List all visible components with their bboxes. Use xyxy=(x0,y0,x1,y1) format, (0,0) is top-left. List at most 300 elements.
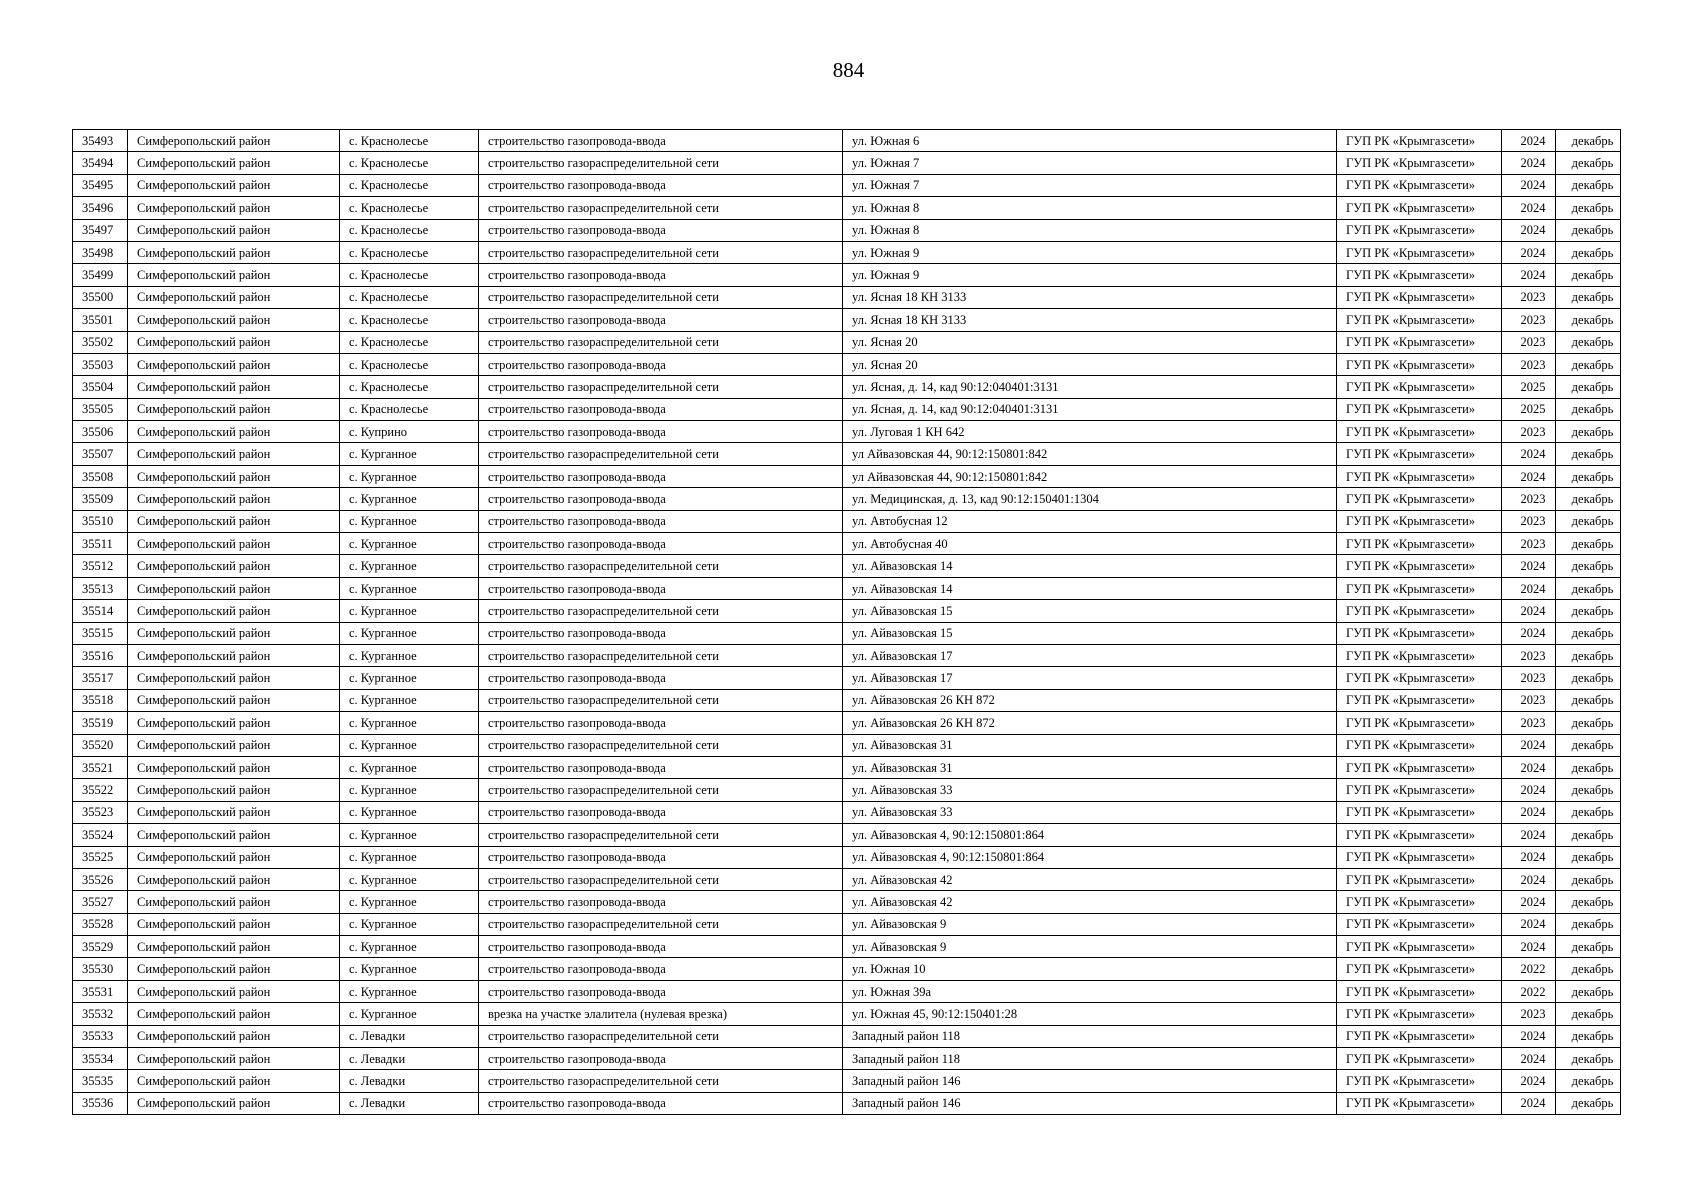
year-cell: 2024 xyxy=(1502,801,1556,823)
work-type-cell: строительство газопровода-ввода xyxy=(479,936,843,958)
work-type-cell: строительство газораспределительной сети xyxy=(479,824,843,846)
work-type-cell: врезка на участке элалитела (нулевая врезка) xyxy=(479,1003,843,1025)
record-number-cell: 35496 xyxy=(73,197,128,219)
address-cell: ул. Айвазовская 42 xyxy=(843,891,1337,913)
page-number: 884 xyxy=(832,58,865,82)
month-cell: декабрь xyxy=(1556,622,1621,644)
address-cell: ул. Айвазовская 9 xyxy=(843,913,1337,935)
table-row xyxy=(73,130,1621,152)
month-cell: декабрь xyxy=(1556,958,1621,980)
year-cell: 2024 xyxy=(1502,846,1556,868)
district-cell: Симферопольский район xyxy=(128,891,340,913)
year-cell: 2024 xyxy=(1502,891,1556,913)
organization-cell: ГУП РК «Крымгазсети» xyxy=(1337,398,1502,420)
record-number-cell: 35503 xyxy=(73,353,128,375)
table-row xyxy=(73,779,1621,801)
record-number-cell: 35515 xyxy=(73,622,128,644)
work-type-cell: строительство газопровода-ввода xyxy=(479,465,843,487)
work-type-cell: строительство газопровода-ввода xyxy=(479,264,843,286)
year-cell: 2024 xyxy=(1502,443,1556,465)
address-cell: ул. Ясная 20 xyxy=(843,331,1337,353)
year-cell: 2023 xyxy=(1502,488,1556,510)
month-cell: декабрь xyxy=(1556,421,1621,443)
organization-cell: ГУП РК «Крымгазсети» xyxy=(1337,980,1502,1002)
settlement-cell: с. Краснолесье xyxy=(340,197,479,219)
table-row xyxy=(73,443,1621,465)
month-cell: декабрь xyxy=(1556,712,1621,734)
work-type-cell: строительство газопровода-ввода xyxy=(479,309,843,331)
record-number-cell: 35521 xyxy=(73,756,128,778)
year-cell: 2024 xyxy=(1502,130,1556,152)
record-number-cell: 35519 xyxy=(73,712,128,734)
record-number-cell: 35522 xyxy=(73,779,128,801)
record-number-cell: 35494 xyxy=(73,152,128,174)
year-cell: 2023 xyxy=(1502,331,1556,353)
organization-cell: ГУП РК «Крымгазсети» xyxy=(1337,1070,1502,1092)
address-cell: ул. Южная 7 xyxy=(843,174,1337,196)
year-cell: 2023 xyxy=(1502,421,1556,443)
record-number-cell: 35530 xyxy=(73,958,128,980)
year-cell: 2024 xyxy=(1502,868,1556,890)
settlement-cell: с. Краснолесье xyxy=(340,130,479,152)
table-row xyxy=(73,689,1621,711)
district-cell: Симферопольский район xyxy=(128,1092,340,1114)
organization-cell: ГУП РК «Крымгазсети» xyxy=(1337,533,1502,555)
record-number-cell: 35525 xyxy=(73,846,128,868)
work-type-cell: строительство газопровода-ввода xyxy=(479,174,843,196)
month-cell: декабрь xyxy=(1556,980,1621,1002)
address-cell: ул. Айвазовская 33 xyxy=(843,801,1337,823)
record-number-cell: 35495 xyxy=(73,174,128,196)
record-number-cell: 35526 xyxy=(73,868,128,890)
table-row xyxy=(73,465,1621,487)
month-cell: декабрь xyxy=(1556,868,1621,890)
settlement-cell: с. Краснолесье xyxy=(340,331,479,353)
organization-cell: ГУП РК «Крымгазсети» xyxy=(1337,779,1502,801)
table-row xyxy=(73,331,1621,353)
organization-cell: ГУП РК «Крымгазсети» xyxy=(1337,689,1502,711)
address-cell: ул. Медицинская, д. 13, кад 90:12:150401:1304 xyxy=(843,488,1337,510)
address-cell: ул Айвазовская 44, 90:12:150801:842 xyxy=(843,465,1337,487)
district-cell: Симферопольский район xyxy=(128,936,340,958)
month-cell: декабрь xyxy=(1556,1092,1621,1114)
year-cell: 2023 xyxy=(1502,689,1556,711)
address-cell: ул. Ясная, д. 14, кад 90:12:040401:3131 xyxy=(843,398,1337,420)
district-cell: Симферопольский район xyxy=(128,353,340,375)
record-number-cell: 35505 xyxy=(73,398,128,420)
table-row xyxy=(73,644,1621,666)
work-type-cell: строительство газопровода-ввода xyxy=(479,622,843,644)
organization-cell: ГУП РК «Крымгазсети» xyxy=(1337,891,1502,913)
record-number-cell: 35528 xyxy=(73,913,128,935)
organization-cell: ГУП РК «Крымгазсети» xyxy=(1337,936,1502,958)
month-cell: декабрь xyxy=(1556,510,1621,532)
organization-cell: ГУП РК «Крымгазсети» xyxy=(1337,577,1502,599)
record-number-cell: 35533 xyxy=(73,1025,128,1047)
settlement-cell: с. Курганное xyxy=(340,958,479,980)
address-cell: ул. Ясная 20 xyxy=(843,353,1337,375)
organization-cell: ГУП РК «Крымгазсети» xyxy=(1337,488,1502,510)
address-cell: ул. Айвазовская 33 xyxy=(843,779,1337,801)
year-cell: 2024 xyxy=(1502,577,1556,599)
organization-cell: ГУП РК «Крымгазсети» xyxy=(1337,174,1502,196)
settlement-cell: с. Курганное xyxy=(340,980,479,1002)
organization-cell: ГУП РК «Крымгазсети» xyxy=(1337,667,1502,689)
table-row xyxy=(73,801,1621,823)
district-cell: Симферопольский район xyxy=(128,488,340,510)
district-cell: Симферопольский район xyxy=(128,622,340,644)
table-row xyxy=(73,174,1621,196)
work-type-cell: строительство газораспределительной сети xyxy=(479,286,843,308)
table-row xyxy=(73,376,1621,398)
record-number-cell: 35508 xyxy=(73,465,128,487)
district-cell: Симферопольский район xyxy=(128,577,340,599)
table-row xyxy=(73,846,1621,868)
record-number-cell: 35536 xyxy=(73,1092,128,1114)
address-cell: ул Айвазовская 44, 90:12:150801:842 xyxy=(843,443,1337,465)
record-number-cell: 35516 xyxy=(73,644,128,666)
district-cell: Симферопольский район xyxy=(128,376,340,398)
address-cell: ул. Айвазовская 15 xyxy=(843,622,1337,644)
work-type-cell: строительство газораспределительной сети xyxy=(479,689,843,711)
address-cell: ул. Айвазовская 15 xyxy=(843,600,1337,622)
settlement-cell: с. Курганное xyxy=(340,488,479,510)
month-cell: декабрь xyxy=(1556,667,1621,689)
settlement-cell: с. Курганное xyxy=(340,622,479,644)
organization-cell: ГУП РК «Крымгазсети» xyxy=(1337,1003,1502,1025)
work-type-cell: строительство газопровода-ввода xyxy=(479,846,843,868)
year-cell: 2024 xyxy=(1502,600,1556,622)
district-cell: Симферопольский район xyxy=(128,913,340,935)
organization-cell: ГУП РК «Крымгазсети» xyxy=(1337,241,1502,263)
record-number-cell: 35535 xyxy=(73,1070,128,1092)
table-row xyxy=(73,398,1621,420)
work-type-cell: строительство газораспределительной сети xyxy=(479,600,843,622)
record-number-cell: 35504 xyxy=(73,376,128,398)
year-cell: 2024 xyxy=(1502,1025,1556,1047)
table-row xyxy=(73,152,1621,174)
settlement-cell: с. Курганное xyxy=(340,689,479,711)
month-cell: декабрь xyxy=(1556,219,1621,241)
record-number-cell: 35501 xyxy=(73,309,128,331)
organization-cell: ГУП РК «Крымгазсети» xyxy=(1337,712,1502,734)
address-cell: ул. Ясная 18 КН 3133 xyxy=(843,286,1337,308)
district-cell: Симферопольский район xyxy=(128,712,340,734)
district-cell: Симферопольский район xyxy=(128,846,340,868)
month-cell: декабрь xyxy=(1556,376,1621,398)
year-cell: 2024 xyxy=(1502,219,1556,241)
table-row xyxy=(73,421,1621,443)
year-cell: 2024 xyxy=(1502,197,1556,219)
year-cell: 2024 xyxy=(1502,734,1556,756)
work-type-cell: строительство газораспределительной сети xyxy=(479,913,843,935)
settlement-cell: с. Курганное xyxy=(340,600,479,622)
organization-cell: ГУП РК «Крымгазсети» xyxy=(1337,1048,1502,1070)
record-number-cell: 35502 xyxy=(73,331,128,353)
settlement-cell: с. Курганное xyxy=(340,712,479,734)
table-row xyxy=(73,197,1621,219)
organization-cell: ГУП РК «Крымгазсети» xyxy=(1337,958,1502,980)
address-cell: ул. Южная 10 xyxy=(843,958,1337,980)
year-cell: 2023 xyxy=(1502,286,1556,308)
record-number-cell: 35499 xyxy=(73,264,128,286)
month-cell: декабрь xyxy=(1556,779,1621,801)
district-cell: Симферопольский район xyxy=(128,734,340,756)
record-number-cell: 35527 xyxy=(73,891,128,913)
settlement-cell: с. Краснолесье xyxy=(340,286,479,308)
district-cell: Симферопольский район xyxy=(128,219,340,241)
organization-cell: ГУП РК «Крымгазсети» xyxy=(1337,756,1502,778)
year-cell: 2024 xyxy=(1502,756,1556,778)
address-cell: ул. Автобусная 40 xyxy=(843,533,1337,555)
settlement-cell: с. Краснолесье xyxy=(340,309,479,331)
organization-cell: ГУП РК «Крымгазсети» xyxy=(1337,600,1502,622)
settlement-cell: с. Курганное xyxy=(340,779,479,801)
year-cell: 2024 xyxy=(1502,913,1556,935)
record-number-cell: 35511 xyxy=(73,533,128,555)
month-cell: декабрь xyxy=(1556,152,1621,174)
address-cell: ул. Ясная, д. 14, кад 90:12:040401:3131 xyxy=(843,376,1337,398)
year-cell: 2023 xyxy=(1502,1003,1556,1025)
registry-body xyxy=(73,130,1621,1115)
year-cell: 2024 xyxy=(1502,264,1556,286)
month-cell: декабрь xyxy=(1556,644,1621,666)
work-type-cell: строительство газопровода-ввода xyxy=(479,421,843,443)
record-number-cell: 35518 xyxy=(73,689,128,711)
year-cell: 2024 xyxy=(1502,1070,1556,1092)
district-cell: Симферопольский район xyxy=(128,533,340,555)
table-row xyxy=(73,936,1621,958)
record-number-cell: 35497 xyxy=(73,219,128,241)
address-cell: ул. Айвазовская 9 xyxy=(843,936,1337,958)
district-cell: Симферопольский район xyxy=(128,443,340,465)
work-type-cell: строительство газопровода-ввода xyxy=(479,980,843,1002)
district-cell: Симферопольский район xyxy=(128,398,340,420)
year-cell: 2023 xyxy=(1502,353,1556,375)
district-cell: Симферопольский район xyxy=(128,465,340,487)
organization-cell: ГУП РК «Крымгазсети» xyxy=(1337,197,1502,219)
organization-cell: ГУП РК «Крымгазсети» xyxy=(1337,824,1502,846)
table-row xyxy=(73,756,1621,778)
year-cell: 2025 xyxy=(1502,398,1556,420)
address-cell: ул. Айвазовская 31 xyxy=(843,756,1337,778)
work-type-cell: строительство газораспределительной сети xyxy=(479,734,843,756)
address-cell: ул. Ясная 18 КН 3133 xyxy=(843,309,1337,331)
month-cell: декабрь xyxy=(1556,936,1621,958)
year-cell: 2024 xyxy=(1502,936,1556,958)
month-cell: декабрь xyxy=(1556,1025,1621,1047)
district-cell: Симферопольский район xyxy=(128,152,340,174)
month-cell: декабрь xyxy=(1556,891,1621,913)
address-cell: ул. Автобусная 12 xyxy=(843,510,1337,532)
organization-cell: ГУП РК «Крымгазсети» xyxy=(1337,1092,1502,1114)
month-cell: декабрь xyxy=(1556,756,1621,778)
organization-cell: ГУП РК «Крымгазсети» xyxy=(1337,443,1502,465)
record-number-cell: 35507 xyxy=(73,443,128,465)
settlement-cell: с. Курганное xyxy=(340,667,479,689)
organization-cell: ГУП РК «Крымгазсети» xyxy=(1337,1025,1502,1047)
record-number-cell: 35493 xyxy=(73,130,128,152)
address-cell: ул. Айвазовская 26 КН 872 xyxy=(843,689,1337,711)
work-type-cell: строительство газопровода-ввода xyxy=(479,510,843,532)
organization-cell: ГУП РК «Крымгазсети» xyxy=(1337,331,1502,353)
table-row xyxy=(73,980,1621,1002)
organization-cell: ГУП РК «Крымгазсети» xyxy=(1337,846,1502,868)
month-cell: декабрь xyxy=(1556,264,1621,286)
work-type-cell: строительство газопровода-ввода xyxy=(479,398,843,420)
district-cell: Симферопольский район xyxy=(128,980,340,1002)
settlement-cell: с. Краснолесье xyxy=(340,376,479,398)
table-row xyxy=(73,734,1621,756)
organization-cell: ГУП РК «Крымгазсети» xyxy=(1337,353,1502,375)
table-row xyxy=(73,868,1621,890)
year-cell: 2024 xyxy=(1502,1092,1556,1114)
work-type-cell: строительство газопровода-ввода xyxy=(479,756,843,778)
year-cell: 2023 xyxy=(1502,644,1556,666)
month-cell: декабрь xyxy=(1556,801,1621,823)
registry-table xyxy=(72,129,1621,1115)
table-row xyxy=(73,1048,1621,1070)
table-row xyxy=(73,264,1621,286)
settlement-cell: с. Курганное xyxy=(340,533,479,555)
settlement-cell: с. Левадки xyxy=(340,1070,479,1092)
work-type-cell: строительство газораспределительной сети xyxy=(479,152,843,174)
month-cell: декабрь xyxy=(1556,488,1621,510)
table-row xyxy=(73,577,1621,599)
organization-cell: ГУП РК «Крымгазсети» xyxy=(1337,868,1502,890)
month-cell: декабрь xyxy=(1556,465,1621,487)
address-cell: ул. Южная 8 xyxy=(843,197,1337,219)
organization-cell: ГУП РК «Крымгазсети» xyxy=(1337,622,1502,644)
year-cell: 2022 xyxy=(1502,958,1556,980)
work-type-cell: строительство газопровода-ввода xyxy=(479,958,843,980)
month-cell: декабрь xyxy=(1556,197,1621,219)
month-cell: декабрь xyxy=(1556,533,1621,555)
address-cell: ул. Айвазовская 26 КН 872 xyxy=(843,712,1337,734)
district-cell: Симферопольский район xyxy=(128,667,340,689)
work-type-cell: строительство газораспределительной сети xyxy=(479,555,843,577)
district-cell: Симферопольский район xyxy=(128,1070,340,1092)
district-cell: Симферопольский район xyxy=(128,1048,340,1070)
district-cell: Симферопольский район xyxy=(128,756,340,778)
organization-cell: ГУП РК «Крымгазсети» xyxy=(1337,130,1502,152)
district-cell: Симферопольский район xyxy=(128,1003,340,1025)
organization-cell: ГУП РК «Крымгазсети» xyxy=(1337,465,1502,487)
work-type-cell: строительство газопровода-ввода xyxy=(479,353,843,375)
organization-cell: ГУП РК «Крымгазсети» xyxy=(1337,801,1502,823)
month-cell: декабрь xyxy=(1556,824,1621,846)
table-row xyxy=(73,241,1621,263)
work-type-cell: строительство газораспределительной сети xyxy=(479,197,843,219)
address-cell: ул. Луговая 1 КН 642 xyxy=(843,421,1337,443)
district-cell: Симферопольский район xyxy=(128,331,340,353)
year-cell: 2024 xyxy=(1502,1048,1556,1070)
address-cell: ул. Айвазовская 42 xyxy=(843,868,1337,890)
month-cell: декабрь xyxy=(1556,846,1621,868)
work-type-cell: строительство газопровода-ввода xyxy=(479,712,843,734)
address-cell: Западный район 146 xyxy=(843,1070,1337,1092)
district-cell: Симферопольский район xyxy=(128,197,340,219)
work-type-cell: строительство газораспределительной сети xyxy=(479,443,843,465)
month-cell: декабрь xyxy=(1556,1048,1621,1070)
organization-cell: ГУП РК «Крымгазсети» xyxy=(1337,421,1502,443)
month-cell: декабрь xyxy=(1556,398,1621,420)
district-cell: Симферопольский район xyxy=(128,174,340,196)
work-type-cell: строительство газопровода-ввода xyxy=(479,891,843,913)
month-cell: декабрь xyxy=(1556,600,1621,622)
settlement-cell: с. Курганное xyxy=(340,644,479,666)
organization-cell: ГУП РК «Крымгазсети» xyxy=(1337,555,1502,577)
organization-cell: ГУП РК «Крымгазсети» xyxy=(1337,510,1502,532)
table-row xyxy=(73,510,1621,532)
month-cell: декабрь xyxy=(1556,331,1621,353)
settlement-cell: с. Куприно xyxy=(340,421,479,443)
organization-cell: ГУП РК «Крымгазсети» xyxy=(1337,644,1502,666)
district-cell: Симферопольский район xyxy=(128,600,340,622)
address-cell: ул. Айвазовская 17 xyxy=(843,667,1337,689)
record-number-cell: 35512 xyxy=(73,555,128,577)
record-number-cell: 35498 xyxy=(73,241,128,263)
month-cell: декабрь xyxy=(1556,443,1621,465)
table-row xyxy=(73,353,1621,375)
address-cell: ул. Айвазовская 14 xyxy=(843,555,1337,577)
organization-cell: ГУП РК «Крымгазсети» xyxy=(1337,152,1502,174)
month-cell: декабрь xyxy=(1556,1070,1621,1092)
work-type-cell: строительство газопровода-ввода xyxy=(479,130,843,152)
year-cell: 2023 xyxy=(1502,533,1556,555)
address-cell: ул. Южная 8 xyxy=(843,219,1337,241)
settlement-cell: с. Левадки xyxy=(340,1048,479,1070)
table-row xyxy=(73,600,1621,622)
address-cell: ул. Айвазовская 14 xyxy=(843,577,1337,599)
district-cell: Симферопольский район xyxy=(128,510,340,532)
record-number-cell: 35524 xyxy=(73,824,128,846)
district-cell: Симферопольский район xyxy=(128,644,340,666)
organization-cell: ГУП РК «Крымгазсети» xyxy=(1337,913,1502,935)
organization-cell: ГУП РК «Крымгазсети» xyxy=(1337,286,1502,308)
record-number-cell: 35506 xyxy=(73,421,128,443)
record-number-cell: 35513 xyxy=(73,577,128,599)
record-number-cell: 35517 xyxy=(73,667,128,689)
month-cell: декабрь xyxy=(1556,353,1621,375)
work-type-cell: строительство газопровода-ввода xyxy=(479,533,843,555)
table-row xyxy=(73,533,1621,555)
work-type-cell: строительство газораспределительной сети xyxy=(479,241,843,263)
month-cell: декабрь xyxy=(1556,577,1621,599)
work-type-cell: строительство газораспределительной сети xyxy=(479,376,843,398)
settlement-cell: с. Курганное xyxy=(340,801,479,823)
table-row xyxy=(73,622,1621,644)
settlement-cell: с. Курганное xyxy=(340,868,479,890)
table-row xyxy=(73,667,1621,689)
year-cell: 2024 xyxy=(1502,779,1556,801)
month-cell: декабрь xyxy=(1556,1003,1621,1025)
address-cell: Западный район 146 xyxy=(843,1092,1337,1114)
work-type-cell: строительство газопровода-ввода xyxy=(479,219,843,241)
district-cell: Симферопольский район xyxy=(128,309,340,331)
settlement-cell: с. Курганное xyxy=(340,510,479,532)
record-number-cell: 35531 xyxy=(73,980,128,1002)
district-cell: Симферопольский район xyxy=(128,689,340,711)
settlement-cell: с. Курганное xyxy=(340,734,479,756)
settlement-cell: с. Курганное xyxy=(340,555,479,577)
month-cell: декабрь xyxy=(1556,309,1621,331)
organization-cell: ГУП РК «Крымгазсети» xyxy=(1337,376,1502,398)
year-cell: 2024 xyxy=(1502,241,1556,263)
work-type-cell: строительство газопровода-ввода xyxy=(479,667,843,689)
work-type-cell: строительство газораспределительной сети xyxy=(479,1070,843,1092)
work-type-cell: строительство газораспределительной сети xyxy=(479,644,843,666)
